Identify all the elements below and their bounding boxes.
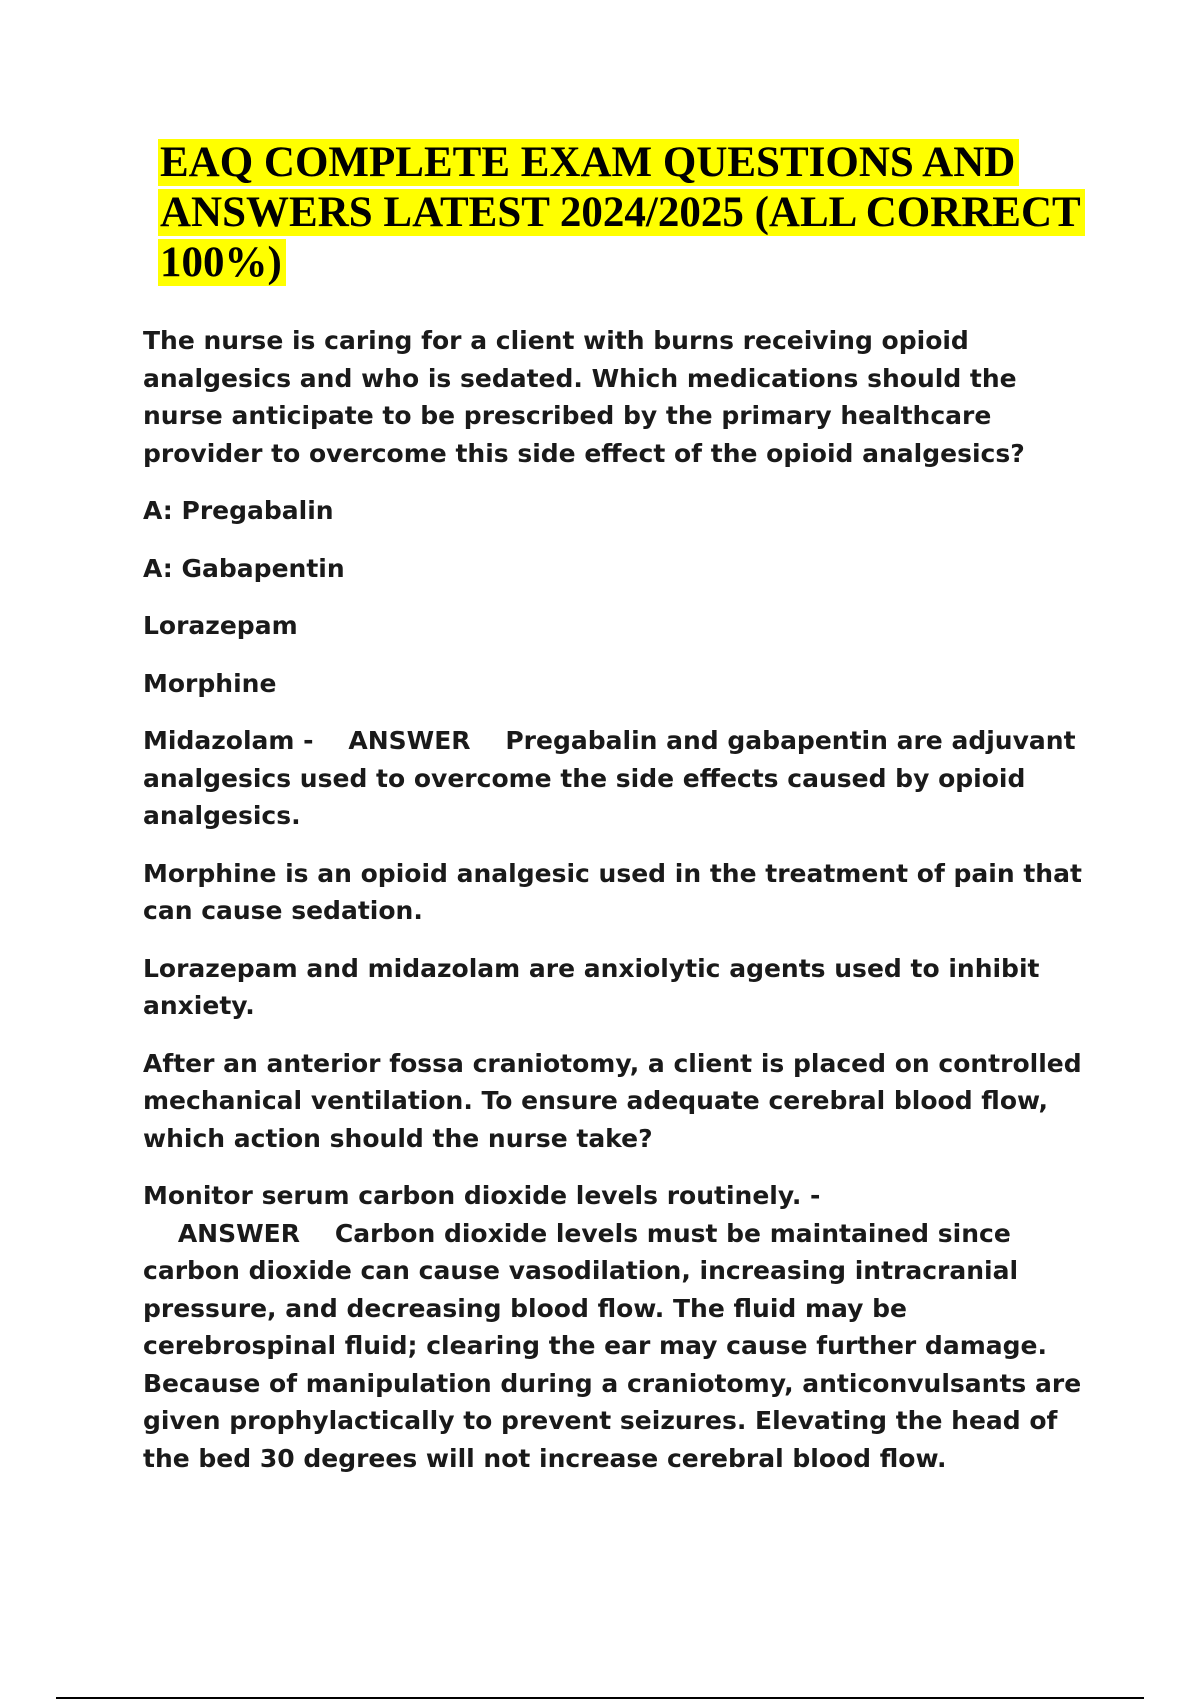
question-1-text: The nurse is caring for a client with burns receiving opioid analgesics and who is sedated. Which medications should the nurse anticipate to be prescribed by the primary healthcare provider to overcome this side effect of the opioid analgesics? <box>143 326 1025 468</box>
question-1-option-1: A: Pregabalin <box>143 496 334 525</box>
document-title-text: EAQ COMPLETE EXAM QUESTIONS AND ANSWERS LATEST 2024/2025 (ALL CORRECT 100%) <box>158 139 1085 286</box>
footer-divider <box>56 1697 1144 1699</box>
question-1-answer <box>143 722 1103 835</box>
question-1-option-4: Morphine <box>143 668 277 698</box>
title-block <box>158 138 1118 288</box>
question-1-option-3: Lorazepam <box>143 611 298 640</box>
question-2-answer <box>143 1177 1103 1477</box>
question-1-option-5: Midazolam - <box>143 726 314 755</box>
question-1-rationale-2: Lorazepam and midazolam are anxiolytic agents used to inhibit anxiety. <box>143 953 1040 1020</box>
question-2-answer-label: ANSWER <box>177 1218 301 1248</box>
question-1-option-2: A: Gabapentin <box>143 553 345 583</box>
question-1-answer-text: Pregabalin and gabapentin are adjuvant analgesics used to overcome the side effects caused by opioid analgesics. <box>143 726 1076 830</box>
question-1-answer-label: ANSWER <box>348 726 471 755</box>
question-2-option: Monitor serum carbon dioxide levels routinely. - <box>143 1181 821 1210</box>
document-title <box>158 138 1118 288</box>
question-2-text: After an anterior fossa craniotomy, a client is placed on controlled mechanical ventilation. To ensure adequate cerebral blood flow, which action should the nurse take? <box>143 1048 1082 1153</box>
question-1-rationale-1: Morphine is an opioid analgesic used in the treatment of pain that can cause sedation. <box>143 858 1082 925</box>
document-body <box>143 322 1103 1497</box>
question-2-answer-text: Carbon dioxide levels must be maintained since carbon dioxide can cause vasodilation, increasing intracranial pressure, and decreasing blood flow. The fluid may be cerebrospinal fluid; clearing the ear may cause further damage. Because of manipulation during a craniotomy, anticonvulsants are given prophylactically to prevent seizures. Elevating the head of the bed 30 degrees will not increase cerebral blood flow. <box>143 1218 1082 1473</box>
